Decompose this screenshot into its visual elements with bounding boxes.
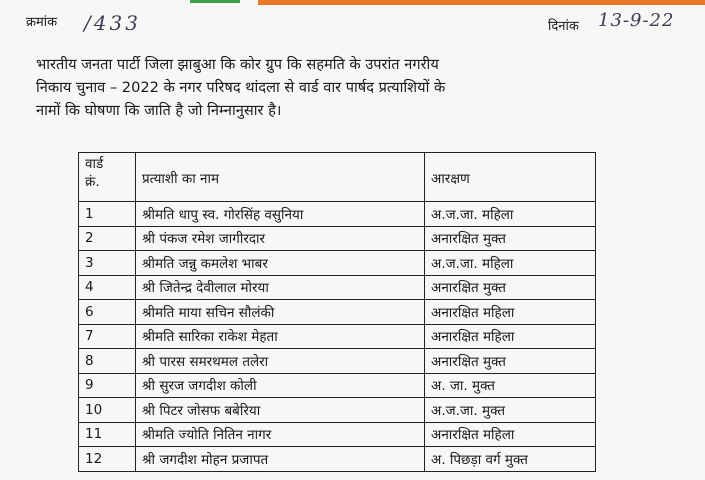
reservation-cell: अ. पिछड़ा वर्ग मुक्त	[425, 447, 596, 472]
table-row	[79, 275, 596, 300]
intro-paragraph	[36, 53, 686, 122]
table-row	[79, 202, 596, 227]
letterhead-orange-stripe	[258, 0, 705, 5]
ward-cell: 1	[79, 202, 136, 227]
ward-cell: 7	[79, 324, 136, 349]
date-label: दिनांक	[548, 19, 579, 34]
reservation-cell: अ.ज.जा. महिला	[425, 202, 596, 227]
table-row	[79, 226, 596, 251]
candidate-name-cell: श्री जगदीश मोहन प्रजापत	[136, 447, 425, 472]
candidates-table	[78, 152, 596, 472]
intro-line: निकाय चुनाव – 2022 के नगर परिषद थांदला से वार्ड वार पार्षद प्रत्याशियों के	[36, 79, 446, 96]
ward-cell: 4	[79, 275, 136, 300]
table-row	[79, 349, 596, 374]
intro-line: नामों कि घोषणा कि जाति है जो निम्नानुसार है।	[36, 102, 282, 119]
candidate-name-cell: श्रीमति ज्योति नितिन नागर	[136, 422, 425, 447]
table-row	[79, 373, 596, 398]
reservation-cell: अनारक्षित महिला	[425, 422, 596, 447]
intro-line: भारतीय जनता पार्टी जिला झाबुआ कि कोर ग्रुप कि सहमति के उपरांत नगरीय	[36, 56, 439, 73]
candidate-name-cell: श्रीमति सारिका राकेश मेहता	[136, 324, 425, 349]
reservation-cell: अनारक्षित महिला	[425, 300, 596, 325]
ward-cell: 3	[79, 251, 136, 276]
ward-cell: 6	[79, 300, 136, 325]
reservation-cell: अ. जा. मुक्त	[425, 373, 596, 398]
reservation-cell: अ.ज.जा. मुक्त	[425, 398, 596, 423]
ward-cell: 11	[79, 422, 136, 447]
candidate-name-cell: श्री सुरज जगदीश कोली	[136, 373, 425, 398]
candidate-name-cell: श्री पारस समरथमल तलेरा	[136, 349, 425, 374]
ward-cell: 12	[79, 447, 136, 472]
reservation-cell: अनारक्षित मुक्त	[425, 275, 596, 300]
table-row	[79, 398, 596, 423]
reference-number: /433	[84, 11, 141, 35]
reservation-cell: अनारक्षित मुक्त	[425, 349, 596, 374]
reservation-cell: अनारक्षित मुक्त	[425, 226, 596, 251]
table-row	[79, 422, 596, 447]
candidate-name-cell: श्रीमति जन्नु कमलेश भाबर	[136, 251, 425, 276]
table-header-row	[79, 153, 596, 202]
candidate-name-cell: श्री पंकज रमेश जागीरदार	[136, 226, 425, 251]
date-value: 13-9-22	[598, 10, 675, 31]
letterhead-green-stripe	[190, 0, 240, 3]
table-row	[79, 251, 596, 276]
ward-cell: 8	[79, 349, 136, 374]
candidate-name-cell: श्रीमति धापु स्व. गोरसिंह वसुनिया	[136, 202, 425, 227]
reservation-column-header: आरक्षण	[425, 153, 596, 202]
ward-header-line: क्रं.	[85, 174, 100, 190]
candidate-column-header: प्रत्याशी का नाम	[136, 153, 425, 202]
table-row	[79, 447, 596, 472]
ward-header-line: वार्ड	[85, 156, 104, 172]
reference-label: क्रमांक	[26, 15, 58, 30]
candidate-name-cell: श्री पिटर जोसफ बबेरिया	[136, 398, 425, 423]
reservation-cell: अनारक्षित महिला	[425, 324, 596, 349]
table-row	[79, 300, 596, 325]
ward-cell: 2	[79, 226, 136, 251]
ward-cell: 9	[79, 373, 136, 398]
ward-column-header	[79, 153, 136, 202]
ward-cell: 10	[79, 398, 136, 423]
table-row	[79, 324, 596, 349]
candidate-name-cell: श्री जितेन्द्र देवीलाल मोरया	[136, 275, 425, 300]
candidate-name-cell: श्रीमति माया सचिन सौलंकी	[136, 300, 425, 325]
reservation-cell: अ.ज.जा. महिला	[425, 251, 596, 276]
